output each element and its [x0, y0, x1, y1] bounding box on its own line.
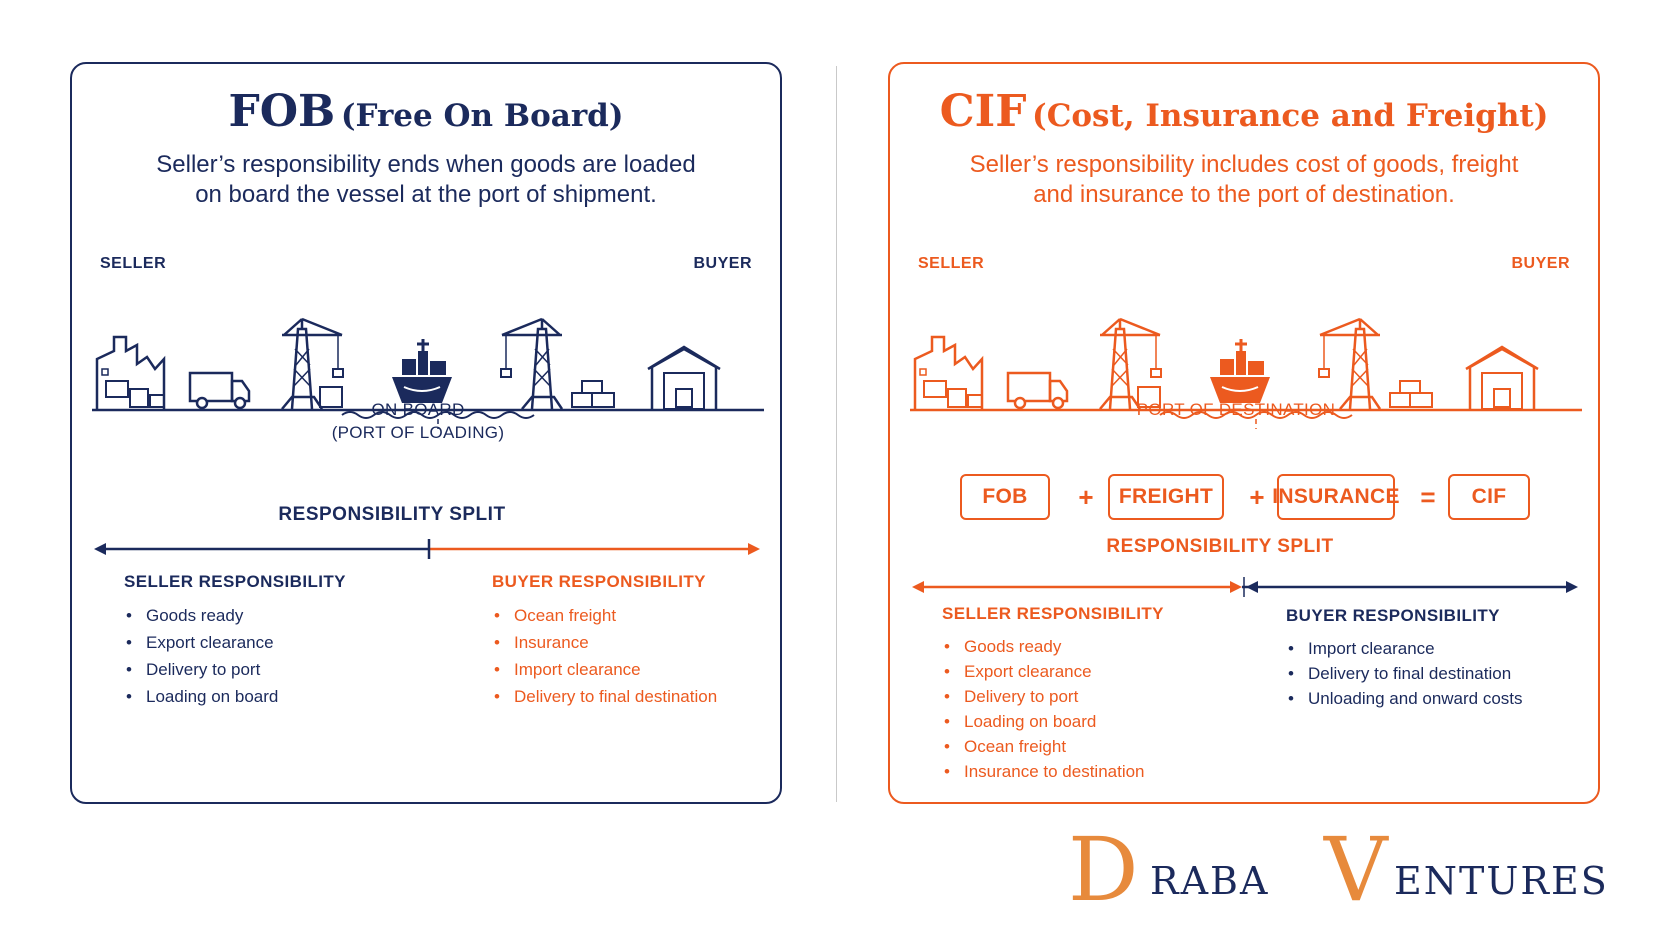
buyer-label: BUYER [693, 255, 752, 272]
cif-title: CIF (Cost, Insurance and Freight) [939, 86, 1549, 137]
fob-split-arrow [92, 539, 764, 559]
buyer-label: BUYER [1511, 255, 1570, 272]
equation-term: INSURANCE [1277, 474, 1395, 520]
cif-subtitle: Seller’s responsibility includes cost of goods, freight and insurance to the port of destination. [969, 151, 1519, 208]
cif-equation [890, 474, 1598, 522]
panel-divider [836, 66, 837, 802]
list-item: • Import clearance [1286, 636, 1586, 661]
seller-label: SELLER [100, 255, 167, 272]
fob-split-title: RESPONSIBILITY SPLIT [278, 504, 506, 525]
cif-panel [888, 62, 1600, 804]
list-item: • Export clearance [942, 659, 1262, 684]
list-item: • Unloading and onward costs [1286, 686, 1586, 711]
onboard-label: ON BOARD (PORT OF LOADING) [331, 400, 505, 442]
list-item: • Export clearance [124, 629, 424, 656]
fob-seller-responsibility: SELLER RESPONSIBILITY • Goods ready • Export clearance • Delivery to port • Loading on board [124, 572, 424, 710]
list-item: • Loading on board [124, 683, 424, 710]
fob-panel [70, 62, 782, 804]
equation-term: CIF [1448, 474, 1530, 520]
list-item: • Ocean freight [492, 602, 772, 629]
cif-split-title: RESPONSIBILITY SPLIT [1106, 536, 1334, 557]
equation-operator: + [1078, 481, 1094, 512]
fob-subtitle: Seller’s responsibility ends when goods are loaded on board the vessel at the port of shipment. [156, 151, 696, 208]
list-item: • Ocean freight [942, 734, 1262, 759]
cif-split-arrow [910, 577, 1582, 597]
equation-operator: + [1249, 481, 1265, 512]
list-item: • Insurance [492, 629, 772, 656]
draba-ventures-logo: D RABA V ENTURES [1068, 818, 1609, 921]
cif-buyer-responsibility: BUYER RESPONSIBILITY • Import clearance • Delivery to final destination • Unloading and onward costs [1286, 606, 1586, 711]
list-item: • Import clearance [492, 656, 772, 683]
list-item: • Delivery to final destination [492, 683, 772, 710]
port-of-destination-label: PORT OF DESTINATION [1136, 400, 1336, 419]
list-item: • Delivery to port [942, 684, 1262, 709]
list-item: • Loading on board [942, 709, 1262, 734]
fob-title: FOB (Free On Board) [228, 86, 624, 137]
list-item: • Delivery to final destination [1286, 661, 1586, 686]
cif-seller-responsibility: SELLER RESPONSIBILITY • Goods ready • Export clearance • Delivery to port • Loading on board • Ocean freight • Insurance to destination [942, 604, 1262, 784]
fob-buyer-responsibility: BUYER RESPONSIBILITY • Ocean freight • Insurance • Import clearance • Delivery to final destination [492, 572, 772, 710]
list-item: • Insurance to destination [942, 759, 1262, 784]
equation-operator: = [1420, 481, 1436, 512]
list-item: • Goods ready [124, 602, 424, 629]
list-item: • Goods ready [942, 634, 1262, 659]
seller-label: SELLER [918, 255, 985, 272]
equation-term: FOB [960, 474, 1050, 520]
list-item: • Delivery to port [124, 656, 424, 683]
equation-term: FREIGHT [1108, 474, 1224, 520]
